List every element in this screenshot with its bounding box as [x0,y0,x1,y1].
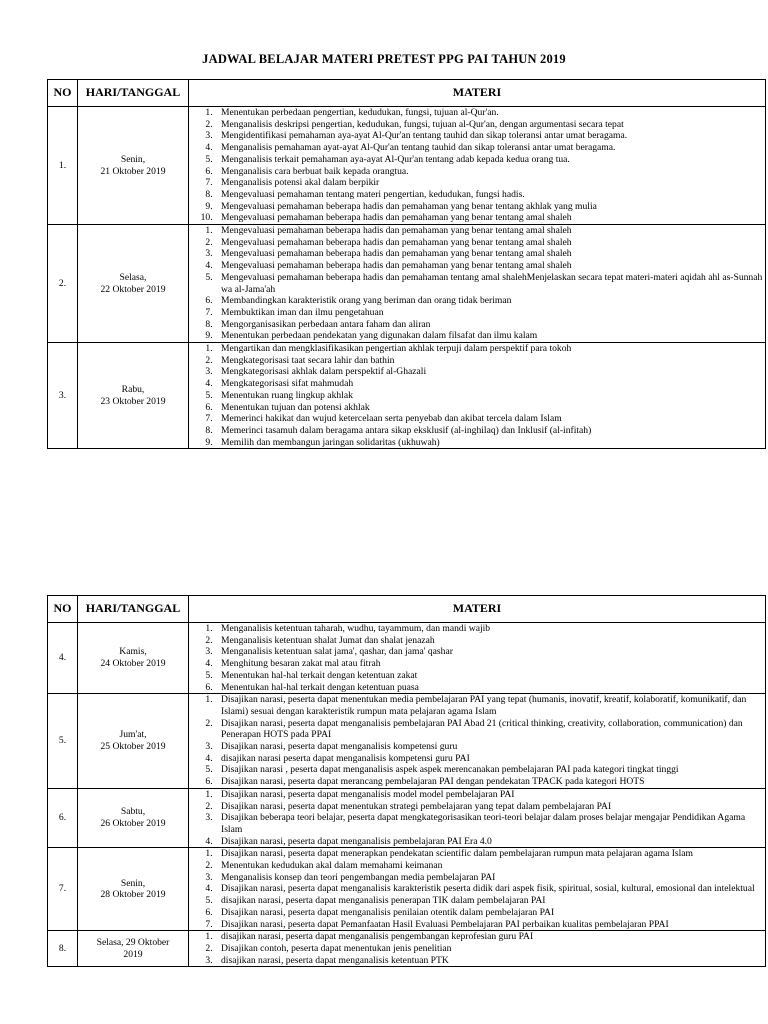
materi-item: 1. disajikan narasi, peserta dapat menganalisis pengembangan keprofesian guru PAI [215,931,765,943]
materi-list [189,931,765,966]
header-materi: MATERI [189,596,766,623]
day-date-cell [78,848,189,931]
materi-item: 3. Mengidentifikasi pemahaman aya-ayat Al-Qur'an tentang tauhid dan sikap toleransi antar umat beragama. [215,130,765,142]
day-date-line: 28 Oktober 2019 [100,889,166,901]
materi-item: 5. Menentukan ruang lingkup akhlak [215,390,765,402]
day-date-line: 2019 [123,948,143,960]
header-materi: MATERI [189,80,766,107]
materi-item: 1. Menentukan perbedaan pengertian, kedudukan, fungsi, tujuan al-Qur'an. [215,107,765,119]
materi-cell [189,107,766,225]
materi-item: 9. Mengevaluasi pemahaman beberapa hadis dan pemahaman yang benar tentang akhlak yang mulia [215,201,765,213]
header-day: HARI/TANGGAL [78,596,189,623]
day-date-line: Senin, [120,877,146,889]
materi-item: 2. Menentukan kedudukan akal dalam memahami keimanan [215,860,765,872]
table-row [48,694,766,789]
row-number: 3. [48,343,78,449]
schedule-table-2 [47,595,766,967]
row-number: 4. [48,623,78,694]
day-date-line: Selasa, [119,271,147,283]
materi-item: 4. Menganalisis pemahaman ayat-ayat Al-Qur'an tentang tauhid dan sikap toleransi antar umat beragama. [215,142,765,154]
materi-item: 3. Disajikan narasi, peserta dapat menganalisis kompetensi guru [215,741,765,753]
table-row [48,788,766,848]
materi-cell [189,848,766,931]
materi-item: 7. Membuktikan iman dan ilmu pengetahuan [215,307,765,319]
day-date-line: Jum'at, [119,729,147,741]
materi-item: 4. Disajikan narasi, peserta dapat menganalisis karakteristik peserta didik dari aspek fisik, spiritual, sosial, kultural, emosional dan intelektual [215,883,765,895]
materi-item: 4. Disajikan narasi, peserta dapat menganalisis pembelajaran PAI Era 4.0 [215,836,765,848]
day-date-line: 21 Oktober 2019 [100,165,166,177]
materi-item: 2. Mengevaluasi pemahaman beberapa hadis dan pemahaman yang benar tentang amal shaleh [215,237,765,249]
materi-item: 3. Mengevaluasi pemahaman beberapa hadis dan pemahaman yang benar tentang amal shaleh [215,248,765,260]
day-date-line: Sabtu, [120,806,146,818]
day-date-cell [78,623,189,694]
row-number: 2. [48,225,78,343]
materi-item: 3. Menganalisis konsep dan teori pengembangan media pembelajaran PAI [215,872,765,884]
materi-item: 5. Menganalisis terkait pemahaman aya-ayat Al-Qur'an tentang adab kepada kedua orang tua. [215,154,765,166]
materi-item: 8. Mengorganisasikan perbedaan antara faham dan aliran [215,319,765,331]
materi-cell [189,343,766,449]
materi-item: 6. Membandingkan karakteristik orang yang beriman dan orang tidak beriman [215,295,765,307]
materi-item: 4. Mengkategorisasi sifat mahmudah [215,378,765,390]
header-day: HARI/TANGGAL [78,80,189,107]
materi-item: 1. Disajikan narasi, peserta dapat menerapkan pendekatan scientific dalam pembelajaran rumpun mata pelajaran agama Islam [215,848,765,860]
materi-item: 6. Menentukan hal-hal terkait dengan ketentuan puasa [215,682,765,694]
day-date-line: Selasa, 29 Oktober [96,937,170,949]
materi-item: 3. Disajikan beberapa teori belajar, peserta dapat mengkategorisasikan teori-teori belajar dalam proses belajar mengajar Pendidikan Agama Islam [215,812,765,835]
materi-item: 7. Disajikan narasi, peserta dapat Pemanfaatan Hasil Evaluasi Pembelajaran PAI perbaikan kualitas pembelajaran PPAI [215,919,765,931]
materi-item: 9. Menentukan perbedaan pendekatan yang digunakan dalam filsafat dan ilmu kalam [215,330,765,342]
day-date-line: Kamis, [119,646,147,658]
materi-item: 8. Memerinci tasamuh dalam beragama antara sikap eksklusif (al-inghilaq) dan Inklusif (al-infitah) [215,425,765,437]
materi-item: 4. disajikan narasi peserta dapat menganalisis kompetensi guru PAI [215,753,765,765]
row-number: 1. [48,107,78,225]
day-date-cell [78,788,189,848]
materi-item: 3. Menganalisis ketentuan salat jama', qashar, dan jama' qashar [215,646,765,658]
day-date-line: 25 Oktober 2019 [100,741,166,753]
materi-item: 1. Menganalisis ketentuan taharah, wudhu, tayammum, dan mandi wajib [215,623,765,635]
materi-list [189,848,765,930]
day-date-cell [78,694,189,789]
row-number: 6. [48,788,78,848]
materi-item: 3. disajikan narasi, peserta dapat menganalisis ketentuan PTK [215,955,765,967]
day-date-line: 26 Oktober 2019 [100,818,166,830]
day-date-cell [78,343,189,449]
materi-cell [189,694,766,789]
table-row [48,343,766,449]
table-row [48,225,766,343]
table-row [48,931,766,967]
materi-item: 6. Menganalisis cara berbuat baik kepada orangtua. [215,166,765,178]
header-no: NO [48,80,78,107]
materi-item: 2. Mengkategorisasi taat secara lahir dan bathin [215,355,765,367]
materi-item: 6. Disajikan narasi, peserta dapat menganalisis penilaian otentik dalam pembelajaran PAI [215,907,765,919]
day-date-cell [78,107,189,225]
day-date-line: Senin, [120,153,146,165]
materi-list [189,623,765,693]
materi-item: 1. Mengevaluasi pemahaman beberapa hadis dan pemahaman yang benar tentang amal shaleh [215,225,765,237]
row-number: 5. [48,694,78,789]
materi-item: 5. disajikan narasi, peserta dapat menganalisis penerapan TIK dalam pembelajaran PAI [215,895,765,907]
materi-cell [189,225,766,343]
day-date-cell [78,931,189,967]
materi-item: 10. Mengevaluasi pemahaman beberapa hadis dan pemahaman yang benar tentang amal shaleh [215,212,765,224]
materi-cell [189,931,766,967]
materi-item: 2. Disajikan contoh, peserta dapat menentukan jenis penelitian [215,943,765,955]
materi-item: 6. Menentukan tujuan dan potensi akhlak [215,402,765,414]
header-no: NO [48,596,78,623]
materi-item: 4. Mengevaluasi pemahaman beberapa hadis dan pemahaman yang benar tentang amal shaleh [215,260,765,272]
materi-item: 9. Memilih dan membangun jaringan solidaritas (ukhuwah) [215,437,765,449]
materi-item: 6. Disajikan narasi, peserta dapat merancang pembelajaran PAI dengan pendekatan TPACK pada kategori HOTS [215,776,765,788]
materi-item: 2. Disajikan narasi, peserta dapat menentukan strategi pembelajaran yang tepat dalam pembelajaran PAI [215,801,765,813]
document-title: JADWAL BELAJAR MATERI PRETEST PPG PAI TAHUN 2019 [202,52,566,66]
day-date-cell [78,225,189,343]
materi-item: 5. Mengevaluasi pemahaman beberapa hadis dan pemahaman tentang amal shalehMenjelaskan secara tepat materi-materi aqidah ahl as-Sunnah wa al-Jama'ah [215,272,765,295]
materi-item: 5. Disajikan narasi , peserta dapat menganalisis aspek aspek merencanakan pembelajaran PAI pada kategori tingkat tinggi [215,764,765,776]
materi-item: 4. Menghitung besaran zakat mal atau fitrah [215,658,765,670]
day-date-line: 23 Oktober 2019 [100,395,166,407]
materi-item: 7. Memerinci hakikat dan wujud ketercelaan serta penyebab dan akibat tercela dalam Islam [215,413,765,425]
row-number: 8. [48,931,78,967]
materi-list [189,225,765,342]
materi-cell [189,623,766,694]
materi-list [189,107,765,224]
materi-item: 1. Disajikan narasi, peserta dapat menganalisis model model pembelajaran PAI [215,789,765,801]
materi-item: 7. Menganalisis potensi akal dalam berpikir [215,177,765,189]
table-row [48,107,766,225]
materi-item: 1. Mengartikan dan mengklasifikasikan pengertian akhlak terpuji dalam perspektif para tokoh [215,343,765,355]
materi-item: 2. Menganalisis ketentuan shalat Jumat dan shalat jenazah [215,635,765,647]
materi-list [189,694,765,788]
materi-item: 8. Mengevaluasi pemahaman tentang materi pengertian, kedudukan, fungsi hadis. [215,189,765,201]
materi-cell [189,788,766,848]
table-row [48,848,766,931]
materi-item: 1. Disajikan narasi, peserta dapat menentukan media pembelajaran PAI yang tepat (humanis, inovatif, kreatif, kolaboratif, komunikatif, dan Islami) sesuai dengan karakteristik rumpun mata pelajaran agama Islam [215,694,765,717]
schedule-table-1 [47,79,766,449]
table-row [48,623,766,694]
materi-item: 2. Disajikan narasi, peserta dapat menganalisis pembelajaran PAI Abad 21 (critical thinking, creativity, collaboration, communication) dan Penerapan HOTS pada PPAI [215,718,765,741]
day-date-line: 24 Oktober 2019 [100,658,166,670]
materi-list [189,789,765,848]
materi-list [189,343,765,448]
day-date-line: Rabu, [121,384,145,396]
day-date-line: 22 Oktober 2019 [100,283,166,295]
materi-item: 2. Menganalisis deskripsi pengertian, kedudukan, fungsi, tujuan al-Qur'an, dengan argumentasi secara tepat [215,119,765,131]
materi-item: 5. Menentukan hal-hal terkait dengan ketentuan zakat [215,670,765,682]
row-number: 7. [48,848,78,931]
materi-item: 3. Mengkategorisasi akhlak dalam perspektif al-Ghazali [215,366,765,378]
